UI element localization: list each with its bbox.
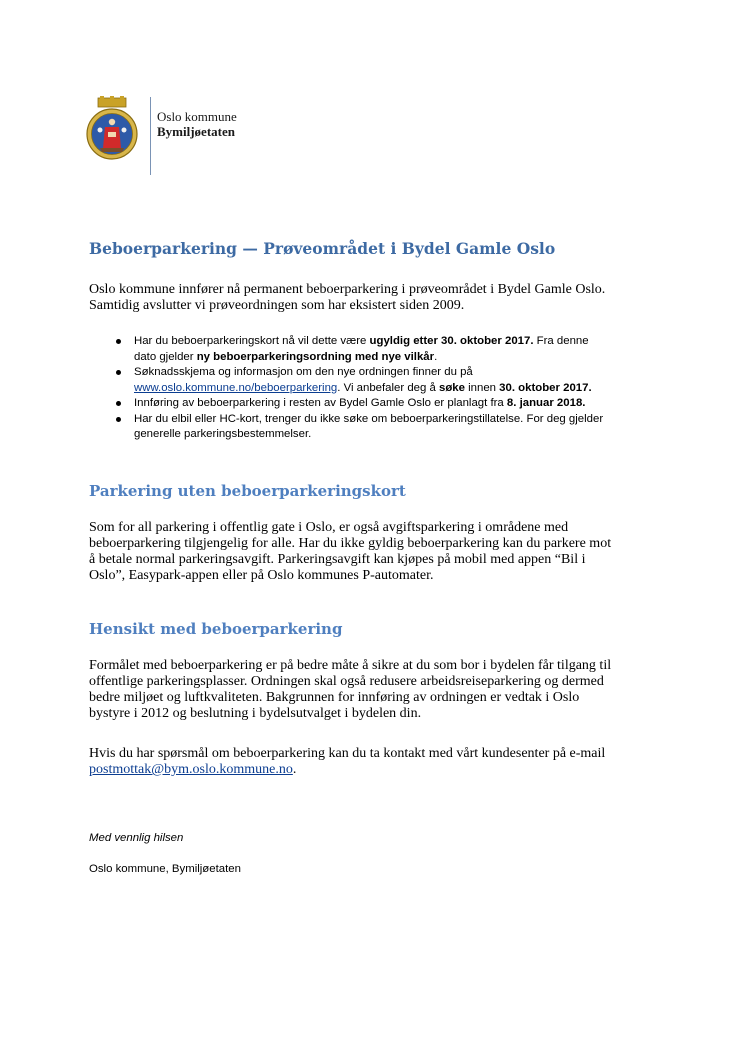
bullet-bold-text: 30. oktober 2017.: [499, 381, 592, 394]
bullet-text: dato gjelder: [134, 350, 197, 363]
paragraph-line: Som for all parkering i offentlig gate i Oslo, er også avgiftsparkering i områdene med: [89, 520, 569, 535]
bullet-icon: [116, 339, 121, 344]
bullet-bold-text: ny beboerparkeringsordning med nye vilkår: [196, 350, 435, 363]
section-heading-parking: Parkering uten beboerparkeringskort: [89, 482, 406, 500]
org-line-1: Oslo kommune: [157, 109, 237, 124]
document-title: Beboerparkering — Prøveområdet i Bydel Gamle Oslo: [89, 239, 556, 258]
bullet-text: Fra denne: [533, 335, 589, 347]
list-item: [116, 412, 676, 443]
intro-line: Samtidig avslutter vi prøveordningen som har eksistert siden 2009.: [89, 298, 465, 313]
bullet-text: Har du beboerparkeringskort nå vil dette være: [134, 335, 370, 347]
org-line-2: Bymiljøetaten: [157, 124, 235, 139]
paragraph-line: Hvis du har spørsmål om beboerparkering kan du ta kontakt med vårt kundesenter på e-mail: [89, 746, 606, 761]
oslo-coat-of-arms-icon: [86, 96, 138, 166]
info-bullet-list: [116, 334, 676, 443]
bullet-text: .: [434, 350, 438, 363]
bullet-text: . Vi anbefaler deg å: [337, 381, 439, 394]
bullet-text: innen: [464, 381, 500, 394]
paragraph-line: offentlige parkeringsplasser. Ordningen skal også redusere arbeidsreiseparkering og dermed: [89, 674, 604, 689]
header-divider: [150, 97, 151, 175]
bullet-bold-text: 8. januar 2018.: [506, 397, 586, 409]
list-item: [116, 334, 676, 365]
bullet-icon: [116, 401, 121, 406]
bullet-text: Har du elbil eller HC-kort, trenger du ikke søke om beboerparkeringstillatelse. For deg gjelder: [134, 412, 604, 425]
section-purpose-paragraph: [89, 658, 669, 722]
paragraph-line: bedre miljøet og luftkvaliteten. Bakgrunnen for innføring av ordningen er vedtak i Oslo: [89, 690, 580, 705]
bullet-text: generelle parkeringsbestemmelser.: [134, 428, 312, 440]
bullet-icon: [116, 370, 121, 375]
intro-paragraph: [89, 282, 669, 314]
paragraph-line: beboerparkering tilgjengelig for alle. Har du ikke gyldig beboerparkering kan du parkere mot: [89, 536, 612, 551]
paragraph-line: Formålet med beboerparkering er på bedre måte å sikre at du som bor i bydelen får tilgang til: [89, 658, 612, 673]
section-heading-purpose: Hensikt med beboerparkering: [89, 620, 343, 638]
section-parking-paragraph: [89, 520, 669, 584]
intro-line: Oslo kommune innfører nå permanent beboerparkering i prøveområdet i Bydel Gamle Oslo.: [89, 282, 606, 297]
closing-greeting: Med vennlig hilsen: [89, 832, 184, 844]
bullet-text: Søknadsskjema og informasjon om den nye ordningen finner du på: [134, 366, 473, 378]
paragraph-line: bystyre i 2012 og beslutning i bydelsutvalget i bydelen din.: [89, 706, 422, 721]
paragraph-line: å betale normal parkeringsavgift. Parkeringsavgift kan kjøpes på mobil med appen “Bil i: [89, 552, 586, 567]
beboerparkering-link[interactable]: www.oslo.kommune.no/beboerparkering: [134, 381, 338, 394]
closing-signature: Oslo kommune, Bymiljøetaten: [89, 863, 241, 875]
bullet-text: Innføring av beboerparkering i resten av Bydel Gamle Oslo er planlagt fra: [134, 397, 507, 409]
bullet-bold-text: søke: [439, 381, 465, 394]
contact-paragraph: [89, 746, 669, 778]
bullet-bold-text: ugyldig etter 30. oktober 2017.: [369, 335, 534, 347]
org-name: [157, 109, 237, 139]
bullet-icon: [116, 417, 121, 422]
email-link[interactable]: postmottak@bym.oslo.kommune.no: [89, 762, 293, 777]
paragraph-text: .: [292, 762, 297, 777]
paragraph-line: Oslo”, Easypark-appen eller på Oslo kommunes P-automater.: [89, 568, 434, 583]
list-item: [116, 396, 676, 412]
list-item: [116, 365, 676, 396]
